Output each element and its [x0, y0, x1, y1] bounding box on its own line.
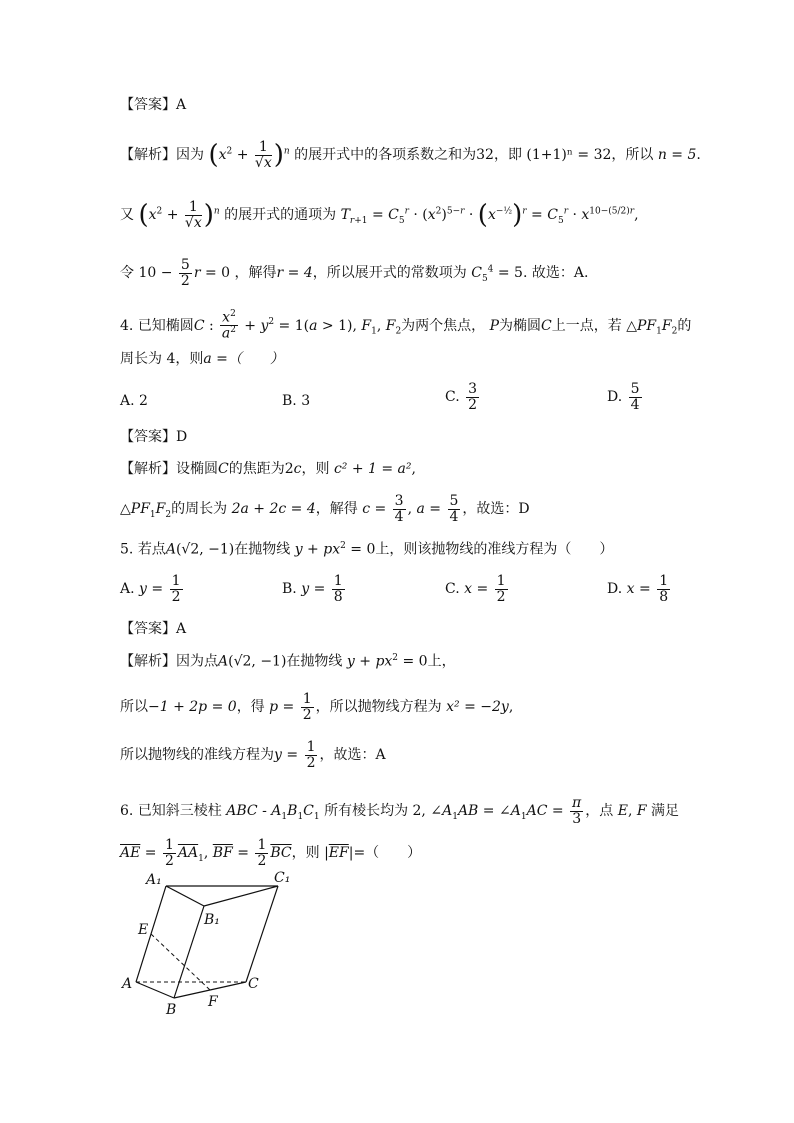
analysis-3-line-1: 【解析】因为 ($x^2$ + $\frac{1}{√x}$ )$^n$ 的展开式中的各项系数之和为32，即 (1+1)ⁿ = 32，所以 n = 5.	[120, 139, 701, 171]
option-5a[interactable]: A. y = $\frac{1}{2}$	[120, 573, 181, 605]
label-a: A	[122, 976, 133, 992]
question-6: 6. 已知斜三棱柱 ABC - $A_1B_1C_1$ 所有棱长均为 2, $\angle A_1AB$ = $\angle A_1AC$ = $\frac{\pi}{3}$ ，点 E, F 满足	[120, 795, 680, 827]
analysis-5-line-3: 所以抛物线的准线方程为y = $\frac{1}{2}$ ，故选：A	[120, 739, 386, 771]
answer-4: 【答案】D	[120, 429, 188, 445]
option-a[interactable]: A. 2	[120, 393, 148, 409]
question-5: 5. 若点A(√2, −1)在抛物线 $y + px^2 = 0$上，则该抛物线的准线方程为（ ）	[120, 541, 614, 558]
answer-3: 【答案】A	[120, 97, 187, 113]
analysis-3-line-3: 令 10 − $\frac{5}{2}$ r = 0 ，解得r = 4，所以展开式的常数项为 $C_5^4 = 5$. 故选：A.	[120, 257, 589, 289]
prism-diagram	[118, 870, 291, 1022]
question-6-line-2: $\overline{AE}$ = $\frac{1}{2}$ $\overline{AA}_1$, $\overline{BF}$ = $\frac{1}{2}$ $\overline{BC}$，则 $|\overline{EF}|=$（ ）	[120, 837, 422, 869]
option-5c[interactable]: C. x = $\frac{1}{2}$	[445, 573, 506, 605]
analysis-4-line-2: $\triangle PF_1F_2$的周长为 2a + 2c = 4，解得 c = $\frac{3}{4}$ , a = $\frac{5}{4}$ ，故选：D	[120, 493, 530, 525]
option-b[interactable]: B. 3	[282, 393, 311, 409]
option-c[interactable]: C. $\frac{3}{2}$	[445, 381, 478, 413]
analysis-5-line-2: 所以−1 + 2p = 0，得 p = $\frac{1}{2}$ ，所以抛物线方程为 x² = −2y,	[120, 691, 514, 723]
option-d[interactable]: D. $\frac{5}{4}$	[607, 381, 640, 413]
option-5d[interactable]: D. x = $\frac{1}{8}$	[607, 573, 669, 605]
label-e: E	[138, 922, 149, 938]
analysis-4-line-1: 【解析】设椭圆C的焦距为2c，则 c² + 1 = a²,	[120, 461, 416, 477]
label-c: C	[248, 976, 259, 992]
answer-5: 【答案】A	[120, 621, 187, 637]
analysis-5-line-1: 【解析】因为点A(√2, −1)在抛物线 $y + px^2 = 0$上，	[120, 653, 456, 670]
question-4: 4. 已知椭圆C : $\frac{x^2}{a^2}$ + $y^2 = 1(a > 1)$, $F_1$, $F_2$为两个焦点， P为椭圆C上一点，若 $\triangle PF_1F_2$的	[120, 309, 692, 342]
label-f: F	[208, 994, 218, 1010]
label-b1: B₁	[204, 912, 220, 928]
label-b: B	[166, 1002, 177, 1018]
label-a1: A₁	[146, 872, 162, 888]
option-5b[interactable]: B. y = $\frac{1}{8}$	[282, 573, 343, 605]
analysis-3-line-2: 又 ($x^2$ + $\frac{1}{√x}$ )$^n$ 的展开式的通项为 $T_{r+1} = C_5^r \cdot (x^2)^{5-r} \cdot (x^{-\frac{1}{2}})^r = C_5^r \cdot x^{10-(5/2)r}$,	[120, 199, 639, 231]
question-4-line-2: 周长为 4，则a =（ ）	[120, 351, 284, 367]
label-c1: C₁	[274, 870, 291, 886]
